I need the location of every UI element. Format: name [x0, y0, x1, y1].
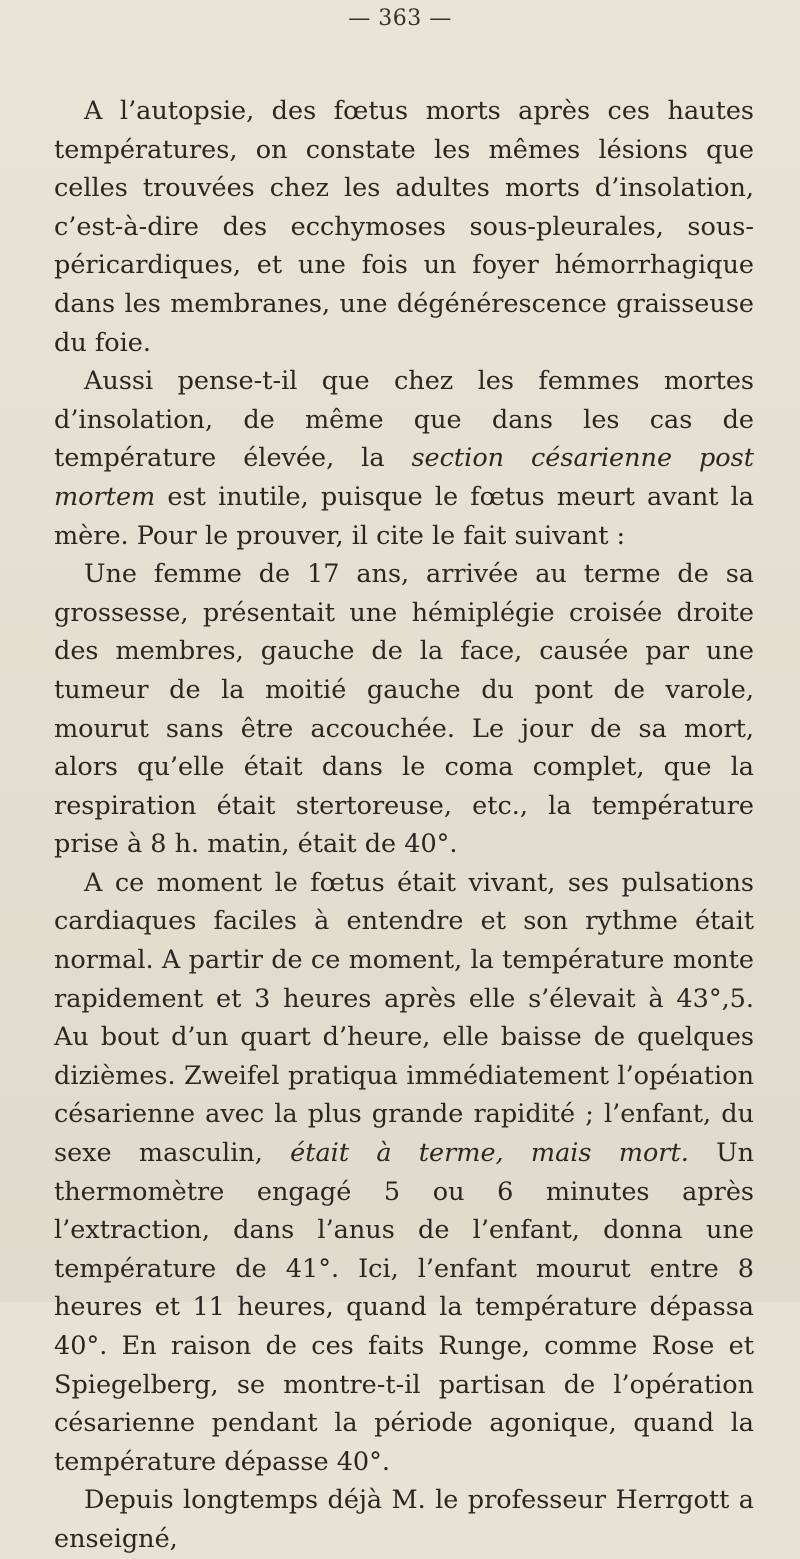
- paragraph-insolation: [54, 362, 754, 555]
- paragraph-insolation-end: est inutile, puisque le fœtus meurt avant la mère. Pour le prouver, il cite le fait suivant :: [54, 481, 754, 551]
- paragraph-fetus-outcome-end: Un thermomètre engagé 5 ou 6 minutes après l’extraction, dans l’anus de l’enfant, donna une température de 41°. Ici, l’enfant mourut entre 8 heures et 11 heures, quand la température dépassa 40°. En raison de ces faits Runge, comme Rose et Spiegelberg, se montre-t-il partisan de l’opération césarienne pendant la période agonique, quand la température dépasse 40°.: [54, 1138, 754, 1477]
- paragraph-fetus-outcome-start: A ce moment le fœtus était vivant, ses pulsations cardiaques faciles à entendre et son rythme était normal. A partir de ce moment, la température monte rapidement et 3 heures après elle s’élevait à 43°,5. Au bout d’un quart d’heure, elle baisse de quelques dizièmes. Zweifel pratiqua immédiatement l’opéıation césarienne avec la plus grande rapidité ; l’enfant, du sexe masculin,: [54, 867, 754, 1169]
- paragraph-fetus-outcome: [54, 864, 754, 1482]
- paragraph-autopsy: A l’autopsie, des fœtus morts après ces hautes températures, on constate les mêmes lésions que celles trouvées chez les adultes morts d’insolation, c’est-à-dire des ecchymoses sous-pleurales, sous-péricardiques, et une fois un foyer hémorrhagique dans les membranes, une dégénérescence graisseuse du foie.: [54, 96, 754, 358]
- italic-section-cesarienne: section césarienne post mortem: [54, 443, 754, 512]
- italic-a-terme-mais-mort: était à terme, mais mort.: [290, 1138, 689, 1169]
- paragraph-insolation-start: Aussi pense-t-il que chez les femmes mortes d’insolation, de même que dans les cas de température élevée, la: [54, 366, 754, 474]
- paragraph-case-report: Une femme de 17 ans, arrivée au terme de sa grossesse, présentait une hémiplégie croisée droite des membres, gauche de la face, causée par une tumeur de la moitié gauche du pont de varole, mourut sans être accouchée. Le jour de sa mort, alors qu’elle était dans le coma complet, que la respiration était stertoreuse, etc., la température prise à 8 h. matin, était de 40°.: [54, 559, 754, 860]
- page-number: — 363 —: [348, 6, 452, 31]
- paragraph-herrgott: Depuis longtemps déjà M. le professeur Herrgott a enseigné,: [54, 1485, 754, 1554]
- body-text: [54, 92, 754, 1559]
